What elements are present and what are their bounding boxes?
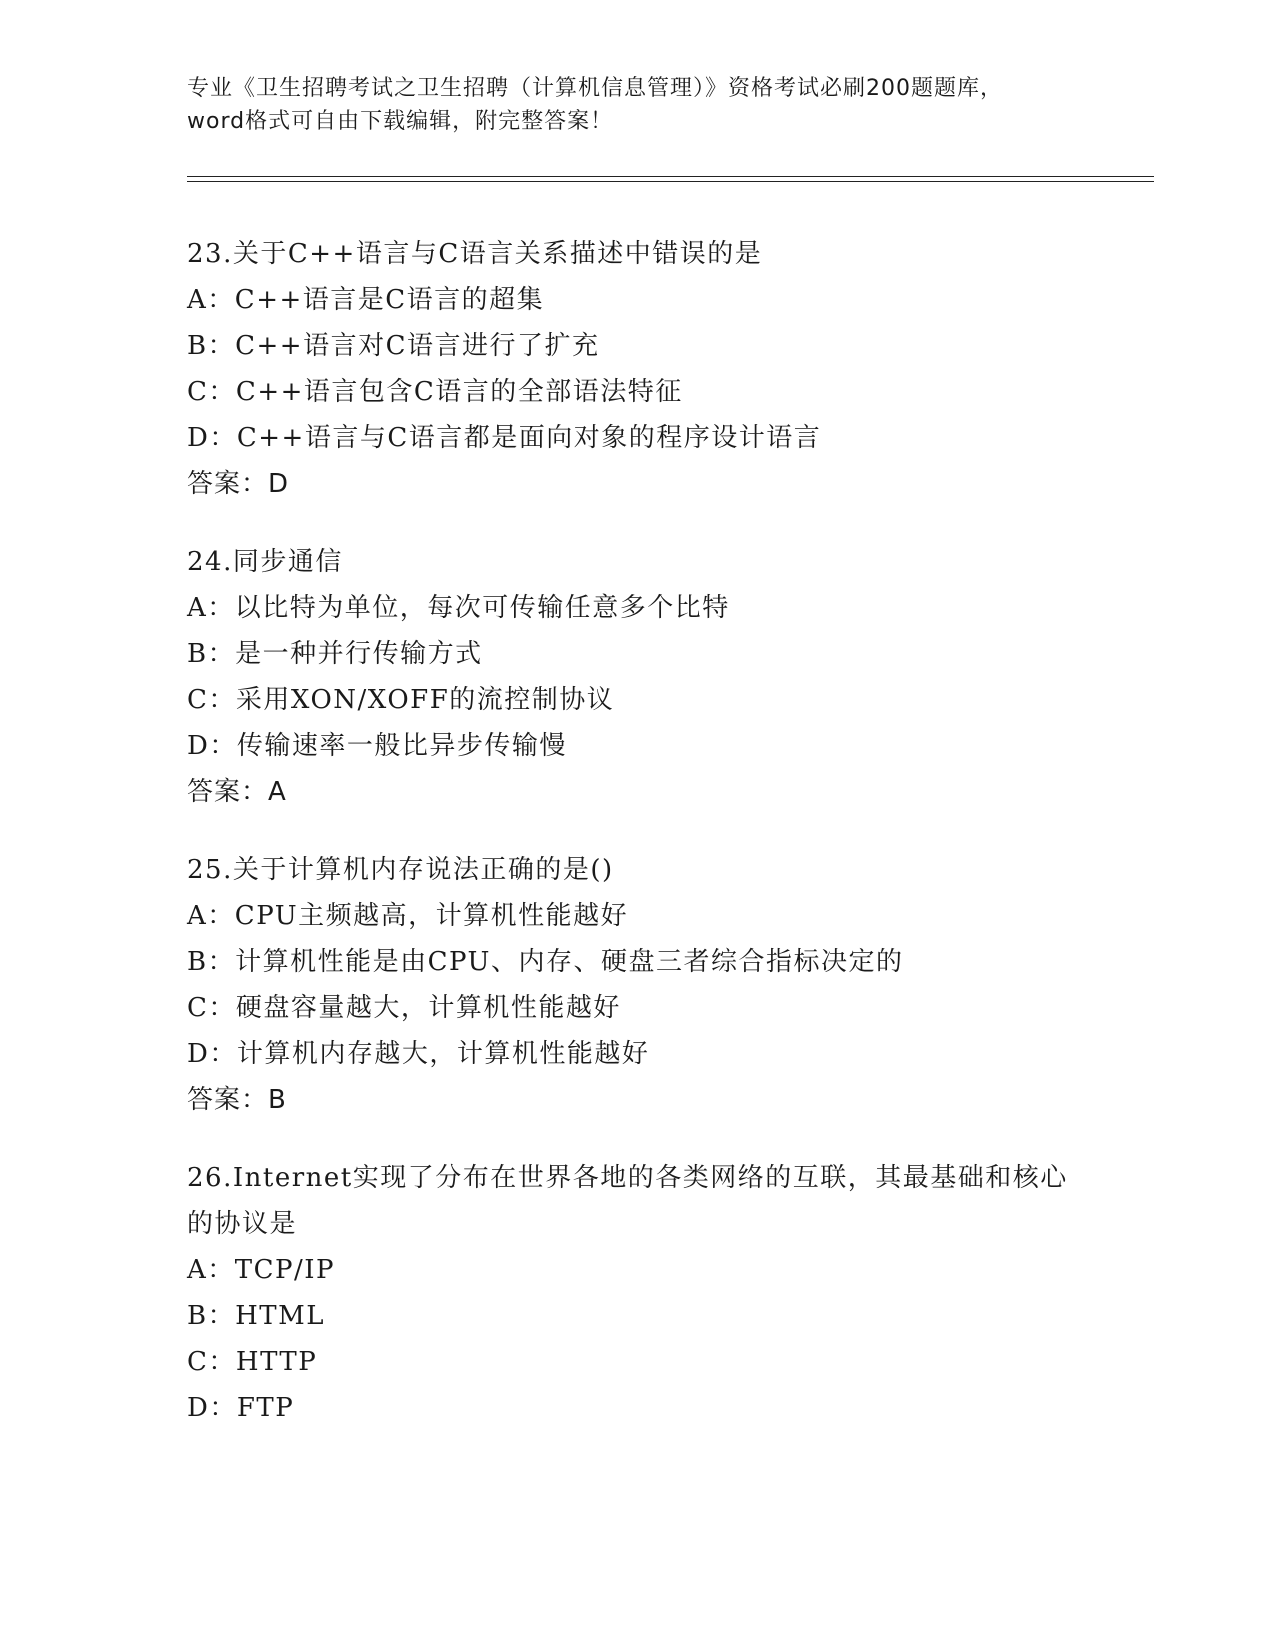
option-text: 传输速率一般比异步传输慢 xyxy=(236,731,567,761)
option-text: HTML xyxy=(235,1301,326,1331)
header-line-1: 专业《卫生招聘考试之卫生招聘（计算机信息管理）》资格考试必刷200题题库， xyxy=(187,76,1003,101)
option-separator: ： xyxy=(207,1301,236,1331)
option-key: C xyxy=(187,993,209,1023)
option-key: A xyxy=(187,1255,208,1285)
question-stem: 24.同步通信 xyxy=(187,547,343,577)
header-divider-top xyxy=(187,176,1154,177)
option-c xyxy=(187,985,1117,1031)
option-text: 以比特为单位，每次可传输任意多个比特 xyxy=(234,593,730,623)
option-separator: ： xyxy=(207,285,235,315)
option-separator: ： xyxy=(209,731,237,761)
question-stem: 26.Internet实现了分布在世界各地的各类网络的互联，其最基础和核心的协议是 xyxy=(187,1163,1068,1239)
question-25 xyxy=(187,847,1117,1123)
option-key: B xyxy=(187,947,208,977)
option-text: C++语言包含C语言的全部语法特征 xyxy=(235,377,683,407)
option-c xyxy=(187,1339,1117,1385)
option-text: 计算机性能是由CPU、内存、硬盘三者综合指标决定的 xyxy=(235,947,904,977)
option-key: D xyxy=(187,1393,210,1423)
option-a xyxy=(187,1247,1117,1293)
option-text: FTP xyxy=(236,1393,295,1423)
option-key: A xyxy=(187,285,208,315)
option-key: A xyxy=(187,901,208,931)
option-separator: ： xyxy=(208,1347,236,1377)
option-text: CPU主频越高，计算机性能越好 xyxy=(234,901,629,931)
option-separator: ： xyxy=(208,993,236,1023)
option-text: HTTP xyxy=(235,1347,318,1377)
option-separator: ： xyxy=(207,947,236,977)
option-key: C xyxy=(187,1347,209,1377)
document-header xyxy=(187,72,1087,138)
question-24 xyxy=(187,539,1117,815)
option-b xyxy=(187,631,1117,677)
option-key: D xyxy=(187,1039,210,1069)
option-c xyxy=(187,369,1117,415)
option-separator: ： xyxy=(207,901,235,931)
option-d xyxy=(187,1385,1117,1431)
option-key: D xyxy=(187,423,210,453)
question-stem: 25.关于计算机内存说法正确的是() xyxy=(187,855,614,885)
option-a xyxy=(187,893,1117,939)
answer-line: 答案：A xyxy=(187,777,287,807)
option-key: B xyxy=(187,331,208,361)
option-d xyxy=(187,1031,1117,1077)
option-separator: ： xyxy=(207,593,235,623)
answer-line: 答案：D xyxy=(187,469,290,499)
option-separator: ： xyxy=(208,377,236,407)
option-key: D xyxy=(187,731,210,761)
option-key: B xyxy=(187,639,208,669)
option-c xyxy=(187,677,1117,723)
header-line-2: word格式可自由下载编辑，附完整答案！ xyxy=(187,109,614,134)
option-key: C xyxy=(187,377,209,407)
option-text: 采用XON/XOFF的流控制协议 xyxy=(235,685,615,715)
option-a xyxy=(187,277,1117,323)
option-text: 是一种并行传输方式 xyxy=(235,639,483,669)
option-text: C++语言对C语言进行了扩充 xyxy=(235,331,600,361)
option-b xyxy=(187,1293,1117,1339)
option-b xyxy=(187,323,1117,369)
option-separator: ： xyxy=(207,639,236,669)
option-key: B xyxy=(187,1301,208,1331)
header-divider-bottom xyxy=(187,181,1154,182)
option-text: 硬盘容量越大，计算机性能越好 xyxy=(235,993,621,1023)
option-a xyxy=(187,585,1117,631)
option-separator: ： xyxy=(207,331,236,361)
answer-line: 答案：B xyxy=(187,1085,287,1115)
option-separator: ： xyxy=(207,1255,235,1285)
option-text: 计算机内存越大，计算机性能越好 xyxy=(236,1039,650,1069)
question-list xyxy=(187,231,1117,1463)
option-d xyxy=(187,415,1117,461)
option-key: A xyxy=(187,593,208,623)
option-key: C xyxy=(187,685,209,715)
option-text: C++语言是C语言的超集 xyxy=(234,285,545,315)
option-d xyxy=(187,723,1117,769)
question-23 xyxy=(187,231,1117,507)
option-separator: ： xyxy=(209,1039,237,1069)
option-separator: ： xyxy=(209,423,237,453)
option-separator: ： xyxy=(209,1393,237,1423)
option-text: C++语言与C语言都是面向对象的程序设计语言 xyxy=(236,423,822,453)
question-26 xyxy=(187,1155,1117,1431)
option-separator: ： xyxy=(208,685,236,715)
option-text: TCP/IP xyxy=(234,1255,336,1285)
option-b xyxy=(187,939,1117,985)
question-stem: 23.关于C++语言与C语言关系描述中错误的是 xyxy=(187,239,763,269)
